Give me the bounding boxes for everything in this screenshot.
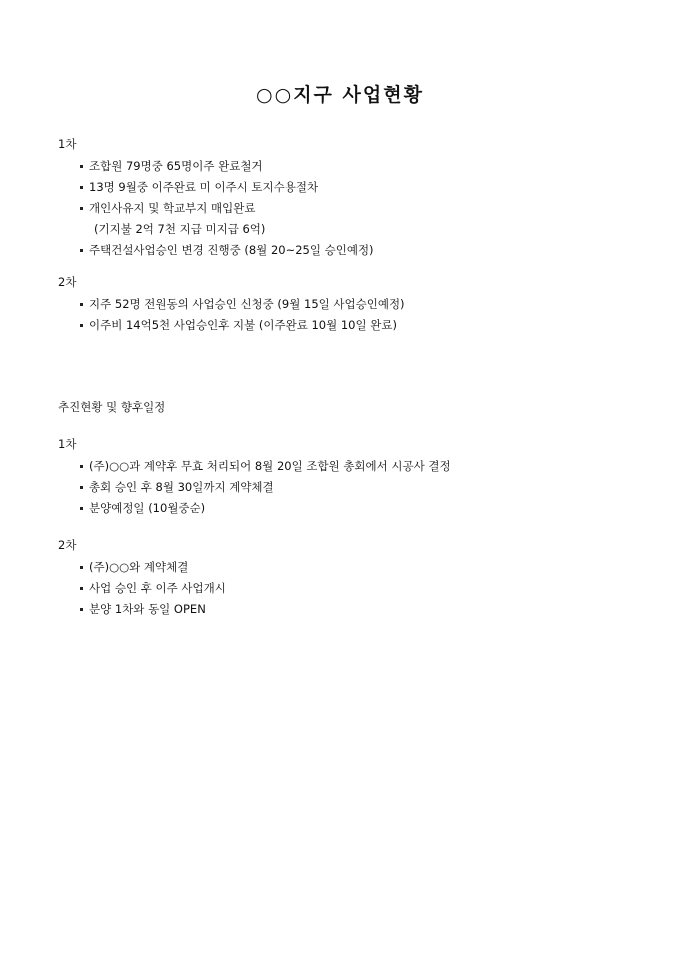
list-item: 주택건설사업승인 변경 진행중 (8월 20~25일 승인예정)	[58, 242, 658, 263]
list-item-continuation: (기지불 2억 7천 지급 미지급 6억)	[94, 222, 266, 236]
phase-heading: 1차	[58, 137, 77, 151]
document-title: ○○지구 사업현황	[256, 84, 424, 106]
status-phase2-section	[58, 274, 658, 338]
plan-section	[58, 399, 658, 421]
list-item: 조합원 79명중 65명이주 완료철거	[58, 158, 658, 179]
list-item: 분양예정일 (10월중순)	[58, 500, 658, 521]
section-heading: 추진현황 및 향후일정	[58, 400, 166, 414]
list-item: 분양 1차와 동일 OPEN	[58, 601, 658, 622]
list-item: 13명 9월중 이주완료 미 이주시 토지수용절차	[58, 179, 658, 200]
phase-heading: 1차	[58, 437, 77, 451]
list-item: 지주 52명 전원동의 사업승인 신청중 (9월 15일 사업승인예정)	[58, 296, 658, 317]
phase-heading: 2차	[58, 275, 77, 289]
phase-heading: 2차	[58, 538, 77, 552]
plan-phase2-section	[58, 537, 658, 622]
list-item: 총회 승인 후 8월 30일까지 계약체결	[58, 479, 658, 500]
list-item: 이주비 14억5천 사업승인후 지불 (이주완료 10월 10일 완료)	[58, 317, 658, 338]
list-item: 개인사유지 및 학교부지 매입완료	[58, 200, 658, 221]
list-item: (주)○○과 계약후 무효 처리되어 8월 20일 조합원 총회에서 시공사 결정	[58, 458, 658, 479]
list-item: (주)○○와 계약체결	[58, 559, 658, 580]
plan-phase1-section	[58, 436, 658, 521]
list-item: 사업 승인 후 이주 사업개시	[58, 580, 658, 601]
status-phase1-section	[58, 136, 658, 263]
